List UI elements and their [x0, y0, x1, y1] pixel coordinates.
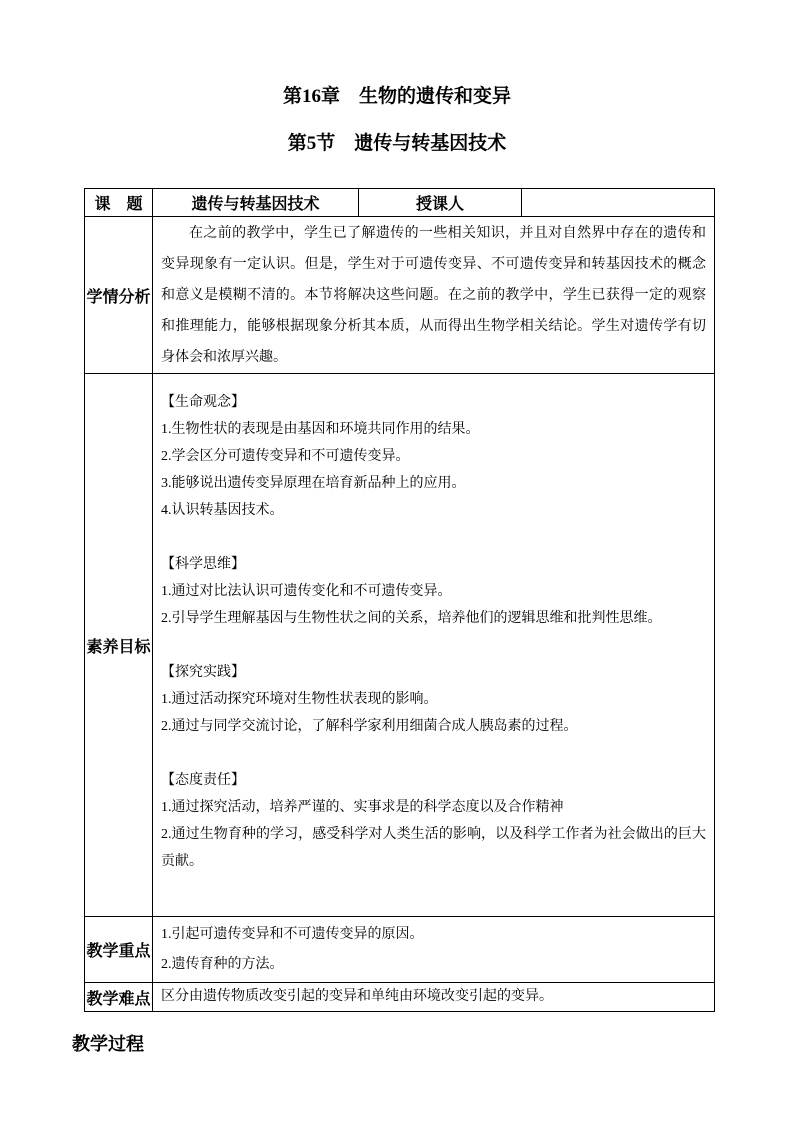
teaching-process-heading: 教学过程 [72, 1034, 144, 1054]
teaching-difficulty-row [85, 983, 715, 1012]
difficulty-item: 区分由遗传物质改变引起的变异和单纯由环境改变引起的变异。 [161, 989, 553, 1004]
goal-group-scientific-thinking [161, 551, 706, 632]
chapter-title: 第16章 生物的遗传和变异 [282, 86, 511, 107]
core-goals-label: 素养目标 [85, 374, 153, 917]
lesson-plan-table [84, 188, 715, 1012]
focus-item: 2.遗传育种的方法。 [161, 956, 284, 972]
teaching-focus-row [85, 917, 715, 983]
goal-group-attitude-responsibility [161, 767, 706, 875]
goal-group-inquiry-practice [161, 659, 706, 740]
goal-item: 1.通过活动探究环境对生物性状表现的影响。 [161, 692, 438, 707]
teaching-focus-content [153, 917, 715, 983]
instructor-label: 授课人 [359, 189, 522, 217]
goal-item: 1.通过对比法认识可遗传变化和不可遗传变异。 [161, 584, 452, 599]
topic-row [85, 189, 715, 217]
topic-value: 遗传与转基因技术 [153, 189, 359, 217]
learner-analysis-label: 学情分析 [85, 217, 153, 374]
goal-item: 2.引导学生理解基因与生物性状之间的关系，培养他们的逻辑思维和批判性思维。 [161, 611, 662, 626]
teaching-difficulty-content [153, 983, 715, 1012]
instructor-value [522, 189, 715, 217]
goal-item: 1.生物性状的表现是由基因和环境共同作用的结果。 [161, 422, 480, 437]
core-goals-content [153, 374, 715, 917]
learner-analysis-paragraph: 在之前的教学中，学生已了解遗传的一些相关知识，并且对自然界中存在的遗传和变异现象有一定认识。但是，学生对于可遗传变异、不可遗传变异和转基因技术的概念和意义是模糊不清的。本节将解决这些问题。在之前的教学中，学生已获得一定的观察和推理能力，能够根据现象分析其本质，从而得出生物学相关结论。学生对遗传学有切身体会和浓厚兴趣。 [161, 225, 706, 365]
goal-heading: 【探究实践】 [161, 665, 245, 680]
goal-item: 2.通过与同学交流讨论，了解科学家利用细菌合成人胰岛素的过程。 [161, 719, 578, 734]
topic-label: 课 题 [85, 189, 153, 217]
goal-item: 3.能够说出遗传变异原理在培育新品种上的应用。 [161, 476, 466, 491]
learner-analysis-row [85, 217, 715, 374]
goal-item: 1.通过探究活动，培养严谨的、实事求是的科学态度以及合作精神 [161, 800, 564, 815]
learner-analysis-content [153, 217, 715, 374]
goal-item: 2.通过生物育种的学习，感受科学对人类生活的影响，以及科学工作者为社会做出的巨大贡献。 [161, 827, 706, 869]
goal-heading: 【态度责任】 [161, 773, 245, 788]
goal-heading: 【生命观念】 [161, 395, 245, 410]
focus-item: 1.引起可遗传变异和不可遗传变异的原因。 [161, 926, 424, 942]
goal-item: 2.学会区分可遗传变异和不可遗传变异。 [161, 449, 410, 464]
teaching-difficulty-label: 教学难点 [85, 983, 153, 1012]
goal-heading: 【科学思维】 [161, 557, 245, 572]
core-goals-row [85, 374, 715, 917]
goal-group-life-concept [161, 389, 706, 524]
section-title: 第5节 遗传与转基因技术 [287, 133, 507, 154]
teaching-focus-label: 教学重点 [85, 917, 153, 983]
goal-item: 4.认识转基因技术。 [161, 503, 284, 518]
